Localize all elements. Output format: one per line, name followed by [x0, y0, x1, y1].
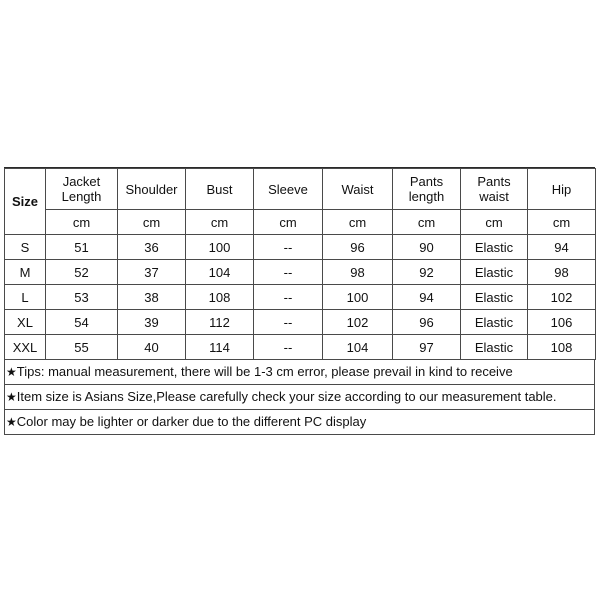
- table-cell: --: [254, 235, 323, 260]
- table-cell: Elastic: [461, 260, 528, 285]
- header-bust: Bust: [186, 169, 254, 210]
- size-chart: [4, 167, 595, 435]
- star-icon: ★: [6, 365, 17, 379]
- unit-cell: cm: [461, 210, 528, 235]
- header-waist: Waist: [323, 169, 393, 210]
- unit-cell: cm: [528, 210, 596, 235]
- table-cell: 40: [118, 335, 186, 360]
- header-row: [5, 169, 596, 210]
- note-asian-size: [4, 385, 595, 410]
- table-cell: 100: [186, 235, 254, 260]
- header-pants-waist: Pants waist: [461, 169, 528, 210]
- table-cell: 98: [323, 260, 393, 285]
- table-cell: Elastic: [461, 285, 528, 310]
- table-cell: 104: [186, 260, 254, 285]
- table-row-l: [5, 285, 596, 310]
- table-cell: 106: [528, 310, 596, 335]
- star-icon: ★: [6, 390, 17, 404]
- note-text: Color may be lighter or darker due to the different PC display: [16, 414, 367, 429]
- table-cell: 53: [46, 285, 118, 310]
- table-cell: 102: [528, 285, 596, 310]
- size-label: S: [5, 235, 46, 260]
- header-label: Jacket Length: [61, 174, 102, 204]
- table-cell: 96: [393, 310, 461, 335]
- size-header: Size: [5, 169, 46, 235]
- unit-cell: cm: [186, 210, 254, 235]
- table-cell: 112: [186, 310, 254, 335]
- table-cell: 108: [528, 335, 596, 360]
- table-cell: 102: [323, 310, 393, 335]
- table-cell: --: [254, 310, 323, 335]
- unit-cell: cm: [393, 210, 461, 235]
- table-cell: 114: [186, 335, 254, 360]
- table-cell: --: [254, 335, 323, 360]
- unit-cell: cm: [46, 210, 118, 235]
- size-table: [4, 168, 596, 360]
- table-row-s: [5, 235, 596, 260]
- header-pants-length: [393, 169, 461, 210]
- note-text: Tips: manual measurement, there will be 1-3 cm error, please prevail in kind to receive: [16, 364, 513, 379]
- table-cell: 54: [46, 310, 118, 335]
- table-cell: 96: [323, 235, 393, 260]
- size-label: XXL: [5, 335, 46, 360]
- table-cell: 36: [118, 235, 186, 260]
- table-cell: 104: [323, 335, 393, 360]
- table-cell: 100: [323, 285, 393, 310]
- unit-cell: cm: [323, 210, 393, 235]
- table-cell: Elastic: [461, 235, 528, 260]
- header-sleeve: Sleeve: [254, 169, 323, 210]
- note-color: [4, 410, 595, 435]
- table-cell: 39: [118, 310, 186, 335]
- header-label: Pants length: [408, 174, 445, 204]
- header-hip: Hip: [528, 169, 596, 210]
- table-row-m: [5, 260, 596, 285]
- table-cell: 37: [118, 260, 186, 285]
- table-cell: 90: [393, 235, 461, 260]
- table-cell: 51: [46, 235, 118, 260]
- header-jacket-length: [46, 169, 118, 210]
- size-label: L: [5, 285, 46, 310]
- table-cell: 92: [393, 260, 461, 285]
- table-cell: 97: [393, 335, 461, 360]
- table-cell: 55: [46, 335, 118, 360]
- note-tips: [4, 360, 595, 385]
- size-label: XL: [5, 310, 46, 335]
- table-cell: 52: [46, 260, 118, 285]
- table-cell: 108: [186, 285, 254, 310]
- table-cell: --: [254, 285, 323, 310]
- table-cell: 94: [528, 235, 596, 260]
- unit-cell: cm: [254, 210, 323, 235]
- size-label: M: [5, 260, 46, 285]
- note-text: Item size is Asians Size,Please carefully check your size according to our measurement table.: [16, 389, 557, 404]
- star-icon: ★: [6, 415, 17, 429]
- table-cell: Elastic: [461, 335, 528, 360]
- table-cell: --: [254, 260, 323, 285]
- table-cell: Elastic: [461, 310, 528, 335]
- table-row-xl: [5, 310, 596, 335]
- table-cell: 98: [528, 260, 596, 285]
- table-row-xxl: [5, 335, 596, 360]
- table-cell: 38: [118, 285, 186, 310]
- header-shoulder: Shoulder: [118, 169, 186, 210]
- table-cell: 94: [393, 285, 461, 310]
- unit-cell: cm: [118, 210, 186, 235]
- units-row: [5, 210, 596, 235]
